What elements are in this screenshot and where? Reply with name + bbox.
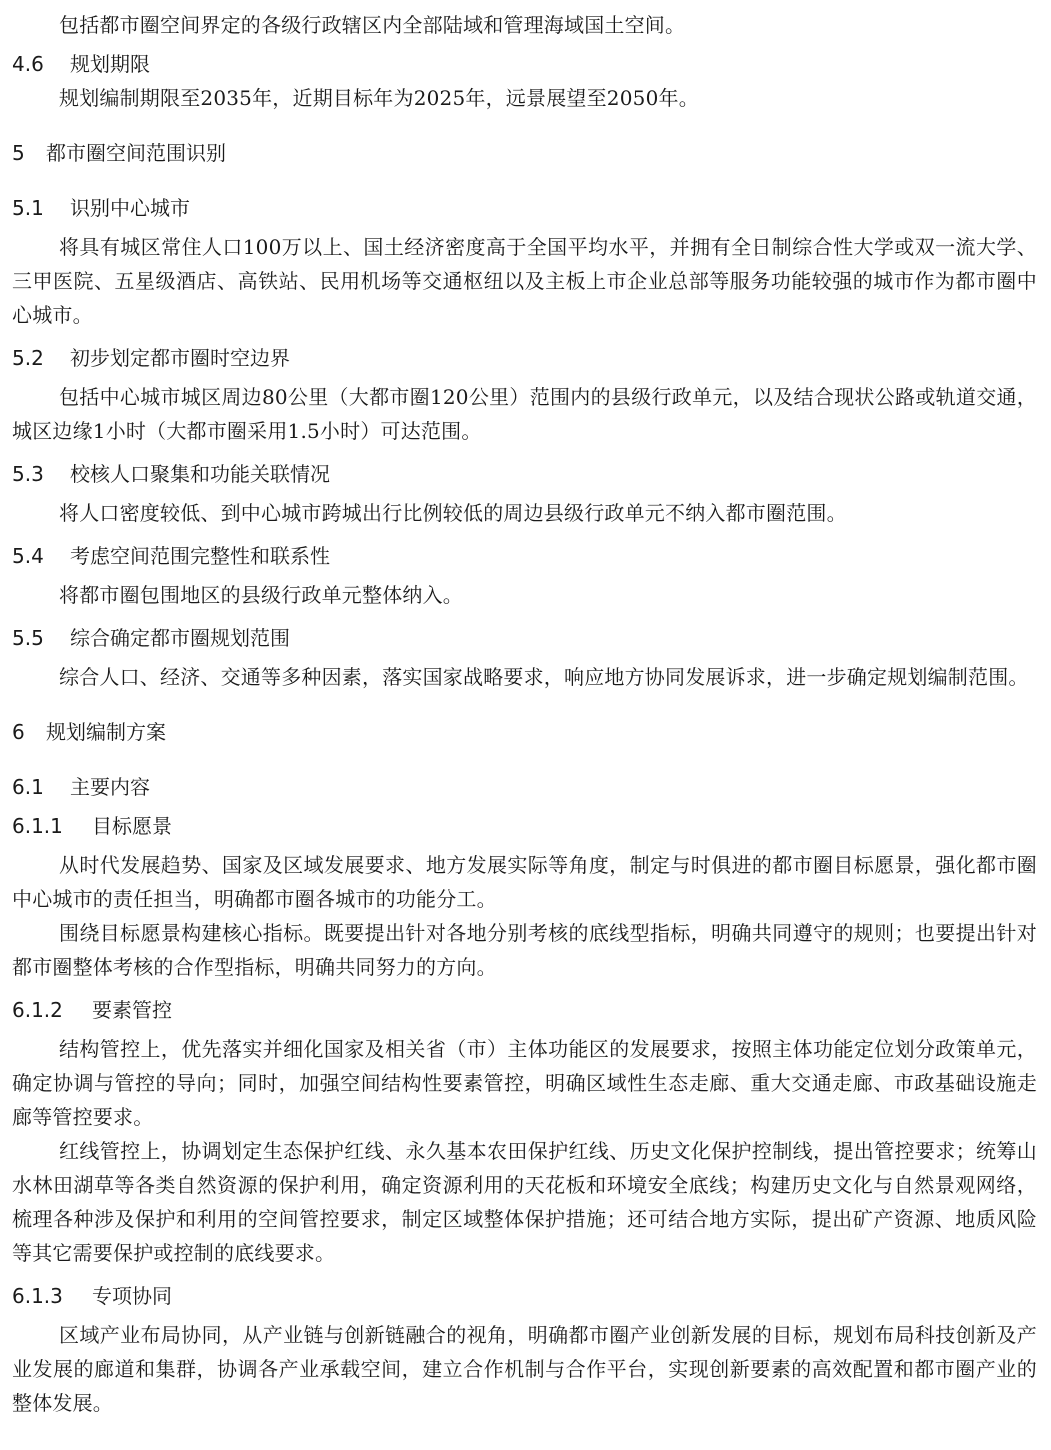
heading-6-1	[12, 770, 1037, 804]
paragraph-planning-period: 规划编制期限至2035年，近期目标年为2025年，远景展望至2050年。	[59, 86, 699, 110]
heading-number: 6.1.3	[12, 1284, 63, 1308]
paragraph-boundary: 包括中心城市城区周边80公里（大都市圈120公里）范围内的县级行政单元，以及结合现状公路或轨道交通，城区边缘1小时（大都市圈采用1.5小时）可达范围。	[12, 385, 1037, 443]
paragraph-comprehensive: 综合人口、经济、交通等多种因素，落实国家战略要求，响应地方协同发展诉求，进一步确定规划编制范围。	[59, 665, 1029, 689]
heading-number: 5	[12, 141, 25, 165]
heading-title: 综合确定都市圈规划范围	[70, 626, 290, 650]
paragraph-structure-control: 结构管控上，优先落实并细化国家及相关省（市）主体功能区的发展要求，按照主体功能定位划分政策单元，确定协调与管控的导向；同时，加强空间结构性要素管控，明确区域性生态走廊、重大交通走廊、市政基础设施走廊等管控要求。	[12, 1037, 1037, 1129]
heading-number: 5.1	[12, 196, 44, 220]
paragraph-industry-coordination: 区域产业布局协同，从产业链与创新链融合的视角，明确都市圈产业创新发展的目标，规划布局科技创新及产业发展的廊道和集群，协调各产业承载空间，建立合作机制与合作平台，实现创新要素的高效配置和都市圈产业的整体发展。	[12, 1323, 1037, 1415]
heading-title: 都市圈空间范围识别	[46, 141, 226, 165]
heading-4-6	[12, 47, 1037, 81]
heading-title: 要素管控	[92, 998, 172, 1022]
heading-5-5	[12, 621, 1037, 655]
heading-5-2	[12, 341, 1037, 375]
paragraph-integrity: 将都市圈包围地区的县级行政单元整体纳入。	[59, 583, 463, 607]
heading-title: 主要内容	[70, 775, 150, 799]
paragraph-population: 将人口密度较低、到中心城市跨城出行比例较低的周边县级行政单元不纳入都市圈范围。	[59, 501, 847, 525]
heading-number: 6.1.2	[12, 998, 63, 1022]
heading-title: 规划期限	[70, 52, 150, 76]
heading-title: 规划编制方案	[46, 720, 166, 744]
heading-number: 4.6	[12, 52, 44, 76]
document-page	[12, 8, 1037, 1420]
heading-title: 考虑空间范围完整性和联系性	[70, 544, 330, 568]
heading-number: 6.1.1	[12, 814, 63, 838]
heading-6-1-1	[12, 809, 1037, 843]
heading-title: 识别中心城市	[70, 196, 190, 220]
heading-number: 5.2	[12, 346, 44, 370]
heading-5-4	[12, 539, 1037, 573]
heading-6	[12, 715, 1037, 749]
heading-6-1-2	[12, 993, 1037, 1027]
heading-number: 5.3	[12, 462, 44, 486]
heading-6-1-3	[12, 1279, 1037, 1313]
paragraph-center-city: 将具有城区常住人口100万以上、国土经济密度高于全国平均水平，并拥有全日制综合性大学或双一流大学、三甲医院、五星级酒店、高铁站、民用机场等交通枢纽以及主板上市企业总部等服务功能较强的城市作为都市圈中心城市。	[12, 235, 1037, 327]
heading-number: 5.5	[12, 626, 44, 650]
paragraph-core-indicators: 围绕目标愿景构建核心指标。既要提出针对各地分别考核的底线型指标，明确共同遵守的规则；也要提出针对都市圈整体考核的合作型指标，明确共同努力的方向。	[12, 921, 1037, 979]
paragraph-redline-control: 红线管控上，协调划定生态保护红线、永久基本农田保护红线、历史文化保护控制线，提出管控要求；统筹山水林田湖草等各类自然资源的保护利用，确定资源利用的天花板和环境安全底线；构建历史文化与自然景观网络，梳理各种涉及保护和利用的空间管控要求，制定区域整体保护措施；还可结合地方实际，提出矿产资源、地质风险等其它需要保护或控制的底线要求。	[12, 1139, 1037, 1265]
paragraph-scope: 包括都市圈空间界定的各级行政辖区内全部陆域和管理海域国土空间。	[59, 13, 686, 37]
heading-5-3	[12, 457, 1037, 491]
paragraph-vision: 从时代发展趋势、国家及区域发展要求、地方发展实际等角度，制定与时俱进的都市圈目标愿景，强化都市圈中心城市的责任担当，明确都市圈各城市的功能分工。	[12, 853, 1037, 911]
heading-number: 5.4	[12, 544, 44, 568]
heading-title: 目标愿景	[92, 814, 172, 838]
heading-title: 校核人口聚集和功能关联情况	[70, 462, 330, 486]
heading-5	[12, 136, 1037, 170]
heading-title: 初步划定都市圈时空边界	[70, 346, 290, 370]
heading-number: 6	[12, 720, 25, 744]
heading-title: 专项协同	[92, 1284, 172, 1308]
heading-number: 6.1	[12, 775, 44, 799]
heading-5-1	[12, 191, 1037, 225]
